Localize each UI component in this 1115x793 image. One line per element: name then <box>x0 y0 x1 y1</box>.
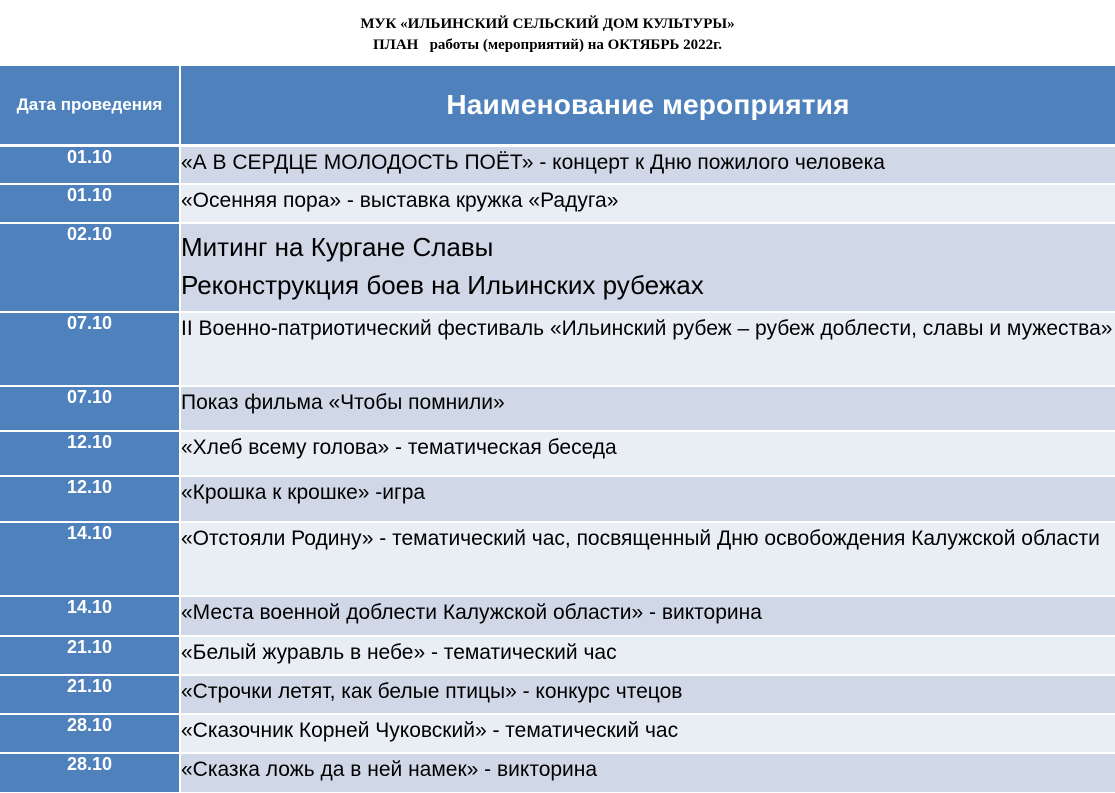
table-row <box>0 675 1115 714</box>
table-row <box>0 636 1115 675</box>
event-date: 28.10 <box>0 753 180 792</box>
table-row <box>0 312 1115 386</box>
event-name-line-2: Реконструкция боев на Ильинских рубежах <box>181 269 704 300</box>
event-name: «Сказка ложь да в ней намек» - викторина <box>180 753 1115 792</box>
table-row <box>0 753 1115 792</box>
event-name: «Места военной доблести Калужской области» - викторина <box>180 596 1115 636</box>
event-date: 07.10 <box>0 386 180 431</box>
event-date: 07.10 <box>0 312 180 386</box>
table-row <box>0 223 1115 312</box>
table-header-row <box>0 65 1115 146</box>
organization-title: МУК «ИЛЬИНСКИЙ СЕЛЬСКИЙ ДОМ КУЛЬТУРЫ» <box>360 16 735 32</box>
event-name: II Военно-патриотический фестиваль «Ильинский рубеж – рубеж доблести, славы и мужества» <box>180 312 1115 386</box>
plan-title: ПЛАН работы (мероприятий) на ОКТЯБРЬ 2022г. <box>372 37 723 53</box>
event-name <box>180 223 1115 312</box>
event-date: 14.10 <box>0 522 180 596</box>
event-name: «Осенняя пора» - выставка кружка «Радуга» <box>180 184 1115 223</box>
event-date: 28.10 <box>0 714 180 753</box>
document-header <box>0 14 1095 56</box>
event-name: «А В СЕРДЦЕ МОЛОДОСТЬ ПОЁТ» - концерт к Дню пожилого человека <box>180 146 1115 184</box>
event-name: «Сказочник Корней Чуковский» - тематический час <box>180 714 1115 753</box>
table-row <box>0 476 1115 522</box>
event-date: 21.10 <box>0 636 180 675</box>
event-name: «Белый журавль в небе» - тематический час <box>180 636 1115 675</box>
event-date: 21.10 <box>0 675 180 714</box>
table-row <box>0 386 1115 431</box>
column-header-name: Наименование мероприятия <box>180 65 1115 146</box>
table-row <box>0 184 1115 223</box>
table-row <box>0 522 1115 596</box>
event-date: 02.10 <box>0 223 180 312</box>
event-date: 01.10 <box>0 146 180 184</box>
column-header-date: Дата проведения <box>0 65 180 146</box>
table-row <box>0 146 1115 184</box>
table-row <box>0 596 1115 636</box>
table-row <box>0 714 1115 753</box>
event-name: Показ фильма «Чтобы помнили» <box>180 386 1115 431</box>
event-date: 01.10 <box>0 184 180 223</box>
event-name: «Отстояли Родину» - тематический час, посвященный Дню освобождения Калужской области <box>180 522 1115 596</box>
table-row <box>0 431 1115 476</box>
event-name: «Крошка к крошке» -игра <box>180 476 1115 522</box>
event-date: 12.10 <box>0 431 180 476</box>
event-date: 14.10 <box>0 596 180 636</box>
event-name: «Строчки летят, как белые птицы» - конкурс чтецов <box>180 675 1115 714</box>
events-table <box>0 64 1115 792</box>
event-name-line-1: Митинг на Кургане Славы <box>181 231 494 262</box>
event-name: «Хлеб всему голова» - тематическая беседа <box>180 431 1115 476</box>
event-date: 12.10 <box>0 476 180 522</box>
